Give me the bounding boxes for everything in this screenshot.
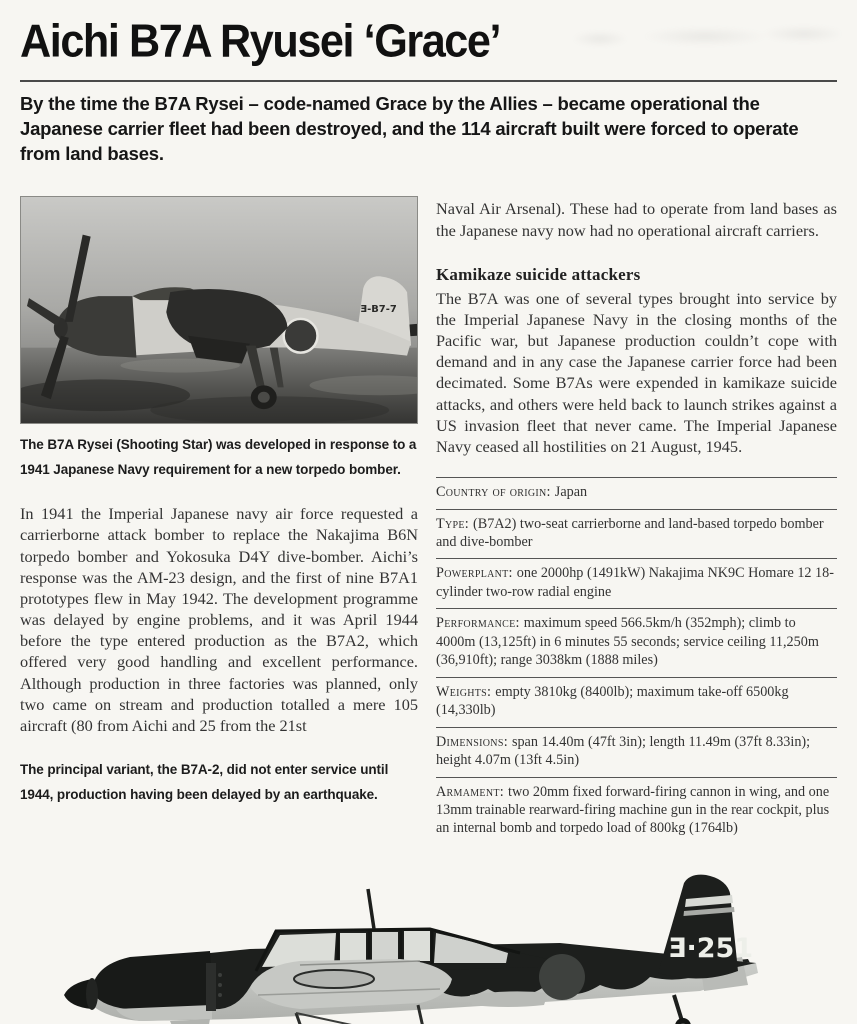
two-column-layout	[20, 196, 837, 845]
page-title: Aichi B7A Ryusei ‘Grace’	[20, 14, 501, 68]
spec-value: Japan	[554, 484, 588, 501]
spec-row-type	[436, 509, 837, 559]
right-body-text: The B7A was one of several types brought into service by the Imperial Japanese Navy in the closing months of the Pacific war, but Japanese production couldn’t cope with demand and in any case the Japanese carrier force had been decimated. Some B7As were expended in kamikaze suicide attacks, and others were held back to launch strikes against a US invasion fleet that never came. The Imperial Japanese Navy ceased all hostilities on 21 August, 1945.	[436, 288, 837, 456]
specifications-table	[436, 477, 837, 845]
standfirst-text: By the time the B7A Rysei – code-named Grace by the Allies – became operational the Japanese carrier fleet had been destroyed, and the 114 aircraft built were forced to operate from land bases.	[20, 93, 799, 164]
profile-tail-code: Ǝ·251	[668, 932, 754, 964]
spec-label: Powerplant:	[436, 565, 513, 582]
photo-tail-code: Ǝ-B7-7	[360, 304, 397, 316]
variant-note: The principal variant, the B7A-2, did not enter service until 1944, production having been delayed by an earthquake.	[20, 762, 389, 803]
photo-caption: The B7A Rysei (Shooting Star) was developed in response to a 1941 Japanese Navy requirement for a new torpedo bomber.	[20, 437, 417, 478]
aircraft-photo	[20, 196, 418, 424]
spec-row-performance	[436, 608, 837, 676]
spec-row-armament	[436, 777, 837, 845]
continuation-text: Naval Air Arsenal). These had to operate from land bases as the Japanese navy now had no operational aircraft carriers.	[436, 199, 837, 240]
spec-value: two 20mm fixed forward-firing cannon in wing, and one 13mm trainable rearward-firing machine gun in the rear cockpit, plus an internal bomb and torpedo load of 800kg (1764lb)	[436, 783, 830, 837]
spec-row-country	[436, 477, 837, 508]
spec-label: Country of origin:	[436, 484, 551, 501]
side-profile-illustration	[0, 845, 857, 1024]
right-column	[436, 196, 837, 845]
spec-row-weights	[436, 677, 837, 727]
spec-value: (B7A2) two-seat carrierborne and land-based torpedo bomber and dive-bomber	[436, 515, 824, 550]
aircraft-photo-illustration	[21, 197, 417, 423]
left-body-text: In 1941 the Imperial Japanese navy air force requested a carrierborne attack bomber to replace the Nakajima B6N torpedo bomber and Yokosuka D4Y dive-bomber. Aichi’s response was the AM-23 design, and the first of nine B7A1 prototypes flew in May 1942. The development programme was delayed by engine problems, and it was April 1944 before the type entered production as the B7A2, which offered very good handling and excellent performance. Although production in three factories was planned, only two came on stream and production totalled a mere 105 aircraft (80 from Aichi and 25 from the 21st	[20, 504, 418, 735]
spec-value: maximum speed 566.5km/h (352mph); climb to 4000m (13,125ft) in 6 minutes 55 seconds; service ceiling 11,250m (36,910ft); range 3038km (1888 miles)	[436, 615, 819, 669]
spec-label: Type:	[436, 515, 469, 532]
left-column	[20, 196, 418, 845]
title-divider	[20, 80, 837, 82]
spec-row-dimensions	[436, 727, 837, 777]
section-heading: Kamikaze suicide attackers	[436, 264, 641, 284]
spec-value: empty 3810kg (8400lb); maximum take-off 6500kg (14,330lb)	[436, 683, 789, 719]
spec-label: Weights:	[436, 683, 492, 700]
side-profile-svg	[0, 845, 857, 1024]
spec-label: Dimensions:	[436, 733, 508, 750]
spec-label: Performance:	[436, 615, 520, 632]
spec-value: one 2000hp (1491kW) Nakajima NK9C Homare 12 18-cylinder two-row radial engine	[436, 565, 834, 600]
spec-row-powerplant	[436, 558, 837, 608]
spec-value: span 14.40m (47ft 3in); length 11.49m (37ft 8.33in); height 4.07m (13ft 4.5in)	[436, 733, 811, 769]
spec-label: Armament:	[436, 783, 505, 800]
